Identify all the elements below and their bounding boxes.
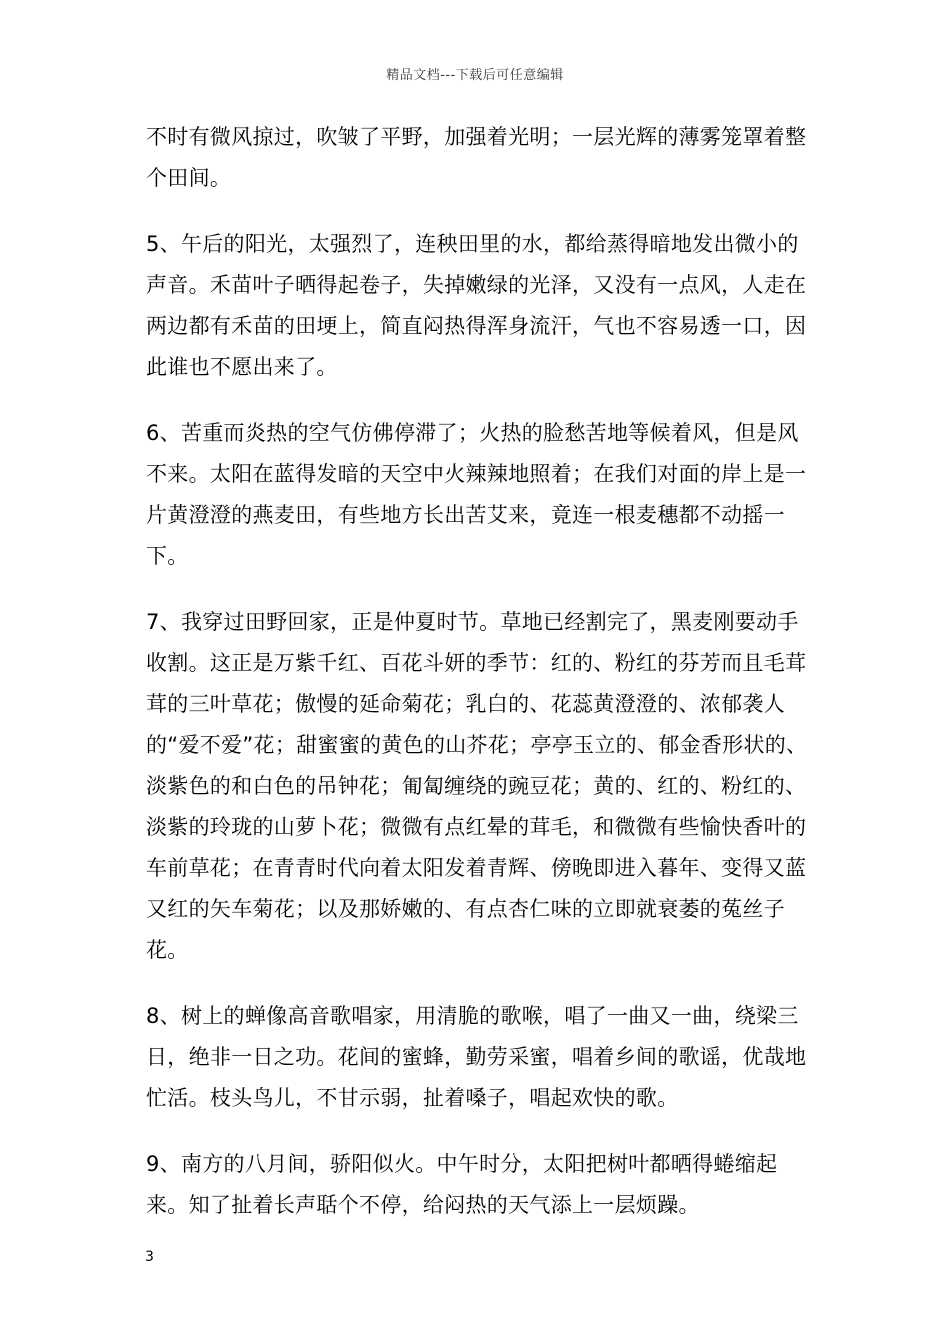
page-number: 3 — [145, 1249, 154, 1265]
document-body — [146, 117, 816, 1251]
page-header: 精品文档---下载后可任意编辑 — [386, 68, 564, 83]
paragraph-8: 8、树上的蝉像高音歌唱家，用清脆的歌喉，唱了一曲又一曲，绕梁三日，绝非一日之功。花间的蜜蜂，勤劳采蜜，唱着乡间的歌谣，优哉地忙活。枝头鸟儿，不甘示弱，扯着嗓子，唱起欢快的歌。 — [146, 1004, 807, 1110]
paragraph-9: 9、南方的八月间，骄阳似火。中午时分，太阳把树叶都晒得蜷缩起来。知了扯着长声聒个不停，给闷热的天气添上一层烦躁。 — [146, 1152, 778, 1217]
paragraph-7: 7、我穿过田野回家，正是仲夏时节。草地已经割完了，黑麦刚要动手收割。这正是万紫千红、百花斗妍的季节：红的、粉红的芬芳而且毛茸茸的三叶草花；傲慢的延命菊花；乳白的、花蕊黄澄澄的、浓郁袭人的“爱不爱”花；甜蜜蜜的黄色的山芥花；亭亭玉立的、郁金香形状的、淡紫色的和白色的吊钟花；匍匐缠绕的豌豆花；黄的、红的、粉红的、淡紫的玲珑的山萝卜花；微微有点红晕的茸毛，和微微有些愉快香叶的车前草花；在青青时代向着太阳发着青辉、傍晚即进入暮年、变得又蓝又红的矢车菊花；以及那娇嫩的、有点杏仁味的立即就衰萎的菟丝子花。 — [146, 610, 808, 962]
paragraph-6: 6、苦重而炎热的空气仿佛停滞了；火热的脸愁苦地等候着风，但是风不来。太阳在蓝得发暗的天空中火辣辣地照着；在我们对面的岸上是一片黄澄澄的燕麦田，有些地方长出苦艾来，竟连一根麦穗都不动摇一下。 — [146, 421, 807, 568]
paragraph-5: 5、午后的阳光，太强烈了，连秧田里的水，都给蒸得暗地发出微小的声音。禾苗叶子晒得起卷子，失掉嫩绿的光泽，又没有一点风，人走在两边都有禾苗的田埂上，简直闷热得浑身流汗，气也不容易透一口，因此谁也不愿出来了。 — [146, 232, 807, 379]
paragraph-continuation: 不时有微风掠过，吹皱了平野，加强着光明；一层光辉的薄雾笼罩着整个田间。 — [146, 125, 807, 190]
